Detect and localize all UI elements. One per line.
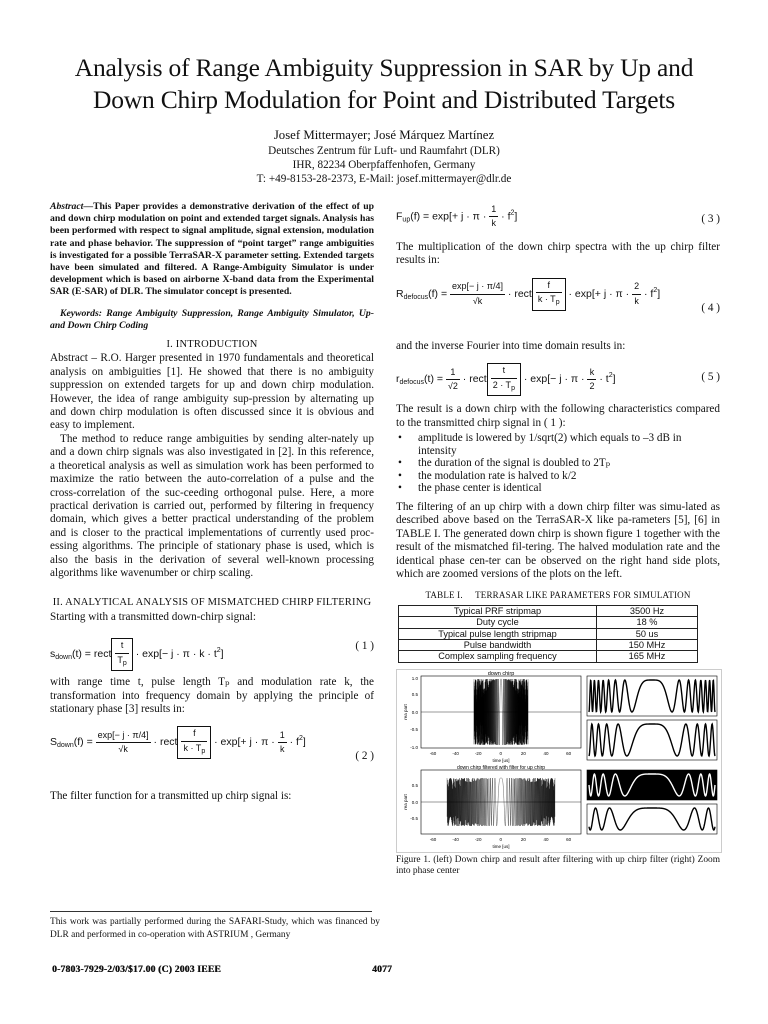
xtick-label: 0 bbox=[499, 750, 503, 756]
ytick-label: -1.0 bbox=[410, 744, 418, 750]
section-heading-analysis: II. ANALYTICAL ANALYSIS OF MISMATCHED CHIRP FILTERING bbox=[52, 597, 372, 609]
table-caption-text: TERRASAR LIKE PARAMETERS FOR SIMULATION bbox=[475, 590, 691, 601]
bottom-xlabel: time [us] bbox=[492, 843, 510, 849]
xtick-label: 60 bbox=[566, 836, 572, 842]
xtick-label: -60 bbox=[429, 750, 437, 756]
table-cell: 165 MHz bbox=[597, 651, 698, 662]
footnote-divider bbox=[50, 911, 372, 912]
analysis-paragraph-1: Starting with a transmitted down-chirp signal: bbox=[50, 610, 257, 623]
equation-4-number: ( 4 ) bbox=[701, 301, 720, 314]
figure-1-plots bbox=[397, 670, 721, 852]
table-caption-number: TABLE I. bbox=[425, 590, 463, 601]
table-cell: Duty cycle bbox=[399, 617, 597, 628]
xtick-label: 20 bbox=[520, 750, 526, 756]
xtick-label: 0 bbox=[499, 836, 503, 842]
equation-5-body: $r_{defocus}(t)$ = $\frac{1}{√2}$ · rect $\frac{t}{2 \cdot T_p}$ · exp[− j · π · $\frac{k}{2}$ · $t^2$] bbox=[396, 363, 616, 396]
equation-4-body: $R_{defocus}(f)$ = $\frac{\exp[- j \cdot \pi/4]}{√k}$ · rect $\frac{f}{k \cdot T_p}$ · exp[+ j · π · $\frac{2}{k}$ · $f^2$] bbox=[396, 278, 660, 311]
equation-5 bbox=[396, 359, 720, 397]
abstract bbox=[50, 201, 374, 299]
ytick-label: 0.0 bbox=[411, 799, 418, 805]
table-cell: 3500 Hz bbox=[597, 605, 698, 616]
bottom-plot-title: down chirp filtered with filter for up chirp bbox=[456, 764, 546, 771]
right-column bbox=[396, 201, 720, 878]
page-number: 4077 bbox=[372, 964, 392, 975]
affiliation bbox=[20, 144, 748, 187]
xtick-label: -40 bbox=[452, 836, 459, 842]
footer-copyright: 0-7803-7929-2/03/$17.00 (C) 2003 IEEE bbox=[52, 964, 221, 975]
xtick-label: -40 bbox=[452, 750, 459, 756]
contact-line: T: +49-8153-28-2373, E-Mail: josef.mittermayer@dlr.de bbox=[256, 173, 512, 186]
intro-paragraph-1: Abstract – R.O. Harger presented in 1970 fundamentals and theoretical analysis on ambiguities [1]. He showed that there is no ambiguity suppression on extended targets for up and down chirp modulation. However, the idea of range ambiguity sup-pression by alternating up and down chirp modulation is often discussed since it is obvious and easy to implement. bbox=[50, 352, 374, 432]
abstract-lead: Abstract bbox=[50, 201, 84, 212]
figure-1 bbox=[396, 669, 722, 853]
ytick-label: 0.0 bbox=[411, 709, 418, 715]
list-item: • the modulation rate is halved to k/2 bbox=[418, 470, 720, 483]
analysis-paragraph-2: with range time t, pulse length Tₚ and modulation rate k, the transformation into frequency domain by applying the principle of stationary phase [3] results in: bbox=[50, 676, 374, 715]
xtick-label: -20 bbox=[474, 750, 482, 756]
list-item: • the duration of the signal is doubled to 2Tₚ bbox=[418, 457, 720, 470]
table-cell: Pulse bandwidth bbox=[399, 640, 597, 651]
table-row bbox=[399, 617, 698, 628]
bottom-ylabel: rea part bbox=[403, 794, 408, 810]
xtick-label: -60 bbox=[429, 836, 437, 842]
top-xlabel: time [us] bbox=[492, 757, 510, 763]
equation-5-number: ( 5 ) bbox=[701, 371, 720, 384]
table-cell: 50 us bbox=[597, 628, 698, 639]
ytick-label: 0.5 bbox=[411, 691, 418, 697]
equation-2-number: ( 2 ) bbox=[355, 750, 374, 763]
paper-title bbox=[20, 52, 748, 116]
table-row bbox=[399, 605, 698, 616]
abstract-text: —This Paper provides a demonstrative derivation of the effect of up and down chirp modulation on point and extended target signals. Analysis has been performed with respect to signal amplitude, signal extension, modulation rate and phase behavior. The suppression of “point target” range ambiguities is investigated for a possible TerraSAR-X parameter setting. Extended targets have been simulated and filtered. A Range-Ambiguity Simulator is under development which is based on airborne X-band data from the Experimental SAR (E-SAR) of DLR. The simulator concept is presented. bbox=[50, 201, 374, 298]
parameters-table bbox=[398, 605, 698, 663]
top-plot-title: down chirp bbox=[487, 670, 515, 677]
footnote: This work was partially performed during the SAFARI-Study, which was financed by DLR and performed in co-operation with ASTRIUM , Germany bbox=[50, 917, 380, 940]
authors: Josef Mittermayer; José Márquez Martínez bbox=[273, 128, 495, 142]
ytick-label: 0.5 bbox=[411, 782, 418, 788]
xtick-label: 60 bbox=[566, 750, 572, 756]
characteristics-list bbox=[396, 432, 720, 495]
xtick-label: 20 bbox=[520, 836, 526, 842]
equation-4 bbox=[396, 274, 720, 334]
table-cell: Typical pulse length stripmap bbox=[399, 628, 597, 639]
table-cell: Complex sampling frequency bbox=[399, 651, 597, 662]
ytick-label: -0.5 bbox=[410, 815, 418, 821]
analysis-paragraph-3: The filter function for a transmitted up chirp signal is: bbox=[50, 790, 292, 803]
section-heading-introduction: I. INTRODUCTION bbox=[166, 339, 258, 351]
xtick-label: 40 bbox=[543, 836, 549, 842]
analysis-paragraph-6: The result is a down chirp with the following characteristics compared to the transmitted chirp signal in ( 1 ): bbox=[396, 403, 720, 429]
keywords: Keywords: Range Ambiguity Suppression, Range Ambiguity Simulator, Up- and Down Chirp Coding bbox=[50, 307, 374, 331]
ytick-label: 1.0 bbox=[411, 675, 418, 681]
figure-caption: Figure 1. (left) Down chirp and result after filtering with up chirp filter (right) Zoom into phase center bbox=[396, 854, 720, 877]
equation-2-body: $S_{down}(f)$ = $\frac{\exp[- j \cdot \pi/4]}{√k}$ · rect $\frac{f}{k \cdot T_p}$ · exp[+ j · π · $\frac{1}{k}$ · $f^2$] bbox=[50, 726, 306, 759]
ytick-label: -0.5 bbox=[410, 726, 418, 732]
equation-3-number: ( 3 ) bbox=[701, 213, 720, 225]
intro-paragraph-2: The method to reduce range ambiguities by sending alter-nately up and a down chirp signals was also investigated in [2]. In this reference, a theoretical analysis as well as simulation work has been performed to maximize the ratio between the auto-correlation of a pulse and the cross-correlation of the suc-ceeding orthogonal pulse. Here, a more practical derivation is carried out, performed by filtering in frequency domain, which gives a better practical understanding of the problem and is closer to the practical implementations of currently used proc-essing algorithms. The principle of stationary phase is used, which is also the basis in the derivation of several well-known processing algorithms like wavenumber or chirp scaling. bbox=[50, 432, 374, 579]
analysis-paragraph-7: The filtering of an up chirp with a down chirp filter was simu-lated as described above based on the TerraSAR-X like pa-rameters [5], [6] in TABLE I. The generated down chirp is shown figure 1 together with the result of the mismatched fil-tering. The halved modulation rate and the identical phase cen-ter can be observed on the right hand side plots, which are zoomed versions of the plots on the left. bbox=[396, 501, 720, 581]
title-line-2: Down Chirp Modulation for Point and Distributed Targets bbox=[93, 85, 675, 114]
list-item: • the phase center is identical bbox=[418, 482, 720, 495]
table-row bbox=[399, 640, 698, 651]
analysis-paragraph-4: The multiplication of the down chirp spectra with the up chirp filter results in: bbox=[396, 241, 720, 267]
table-cell: Typical PRF stripmap bbox=[399, 605, 597, 616]
analysis-paragraph-5: and the inverse Fourier into time domain results in: bbox=[396, 339, 626, 352]
left-column bbox=[50, 201, 374, 804]
equation-1-body: $s_{down}(t)$ = rect $\frac{t}{T_p}$ · $\exp[- j \cdot \pi \cdot k \cdot t^2]$ bbox=[50, 638, 224, 671]
affiliation-line-1: Deutsches Zentrum für Luft- und Raumfahrt (DLR) bbox=[268, 145, 500, 157]
table-row bbox=[399, 628, 698, 639]
equation-1 bbox=[50, 630, 374, 670]
equation-1-number: ( 1 ) bbox=[355, 640, 374, 653]
table-cell: 18 % bbox=[597, 617, 698, 628]
list-item: • amplitude is lowered by 1/sqrt(2) which equals to –3 dB in intensity bbox=[418, 432, 720, 457]
top-ylabel: rea part bbox=[403, 704, 408, 720]
xtick-label: -20 bbox=[474, 836, 482, 842]
equation-3 bbox=[396, 201, 720, 235]
table-caption bbox=[396, 589, 720, 602]
xtick-label: 40 bbox=[543, 750, 549, 756]
equation-2 bbox=[50, 722, 374, 784]
table-cell: 150 MHz bbox=[597, 640, 698, 651]
title-line-1: Analysis of Range Ambiguity Suppression in SAR by Up and bbox=[74, 53, 694, 82]
equation-3-body: $F_{up}(f) = \exp[+ j \cdot \pi$ · $\frac{1}{k}$ · $f^2$] bbox=[396, 204, 518, 229]
affiliation-line-2: IHR, 82234 Oberpfaffenhofen, Germany bbox=[292, 159, 476, 172]
table-row bbox=[399, 651, 698, 662]
